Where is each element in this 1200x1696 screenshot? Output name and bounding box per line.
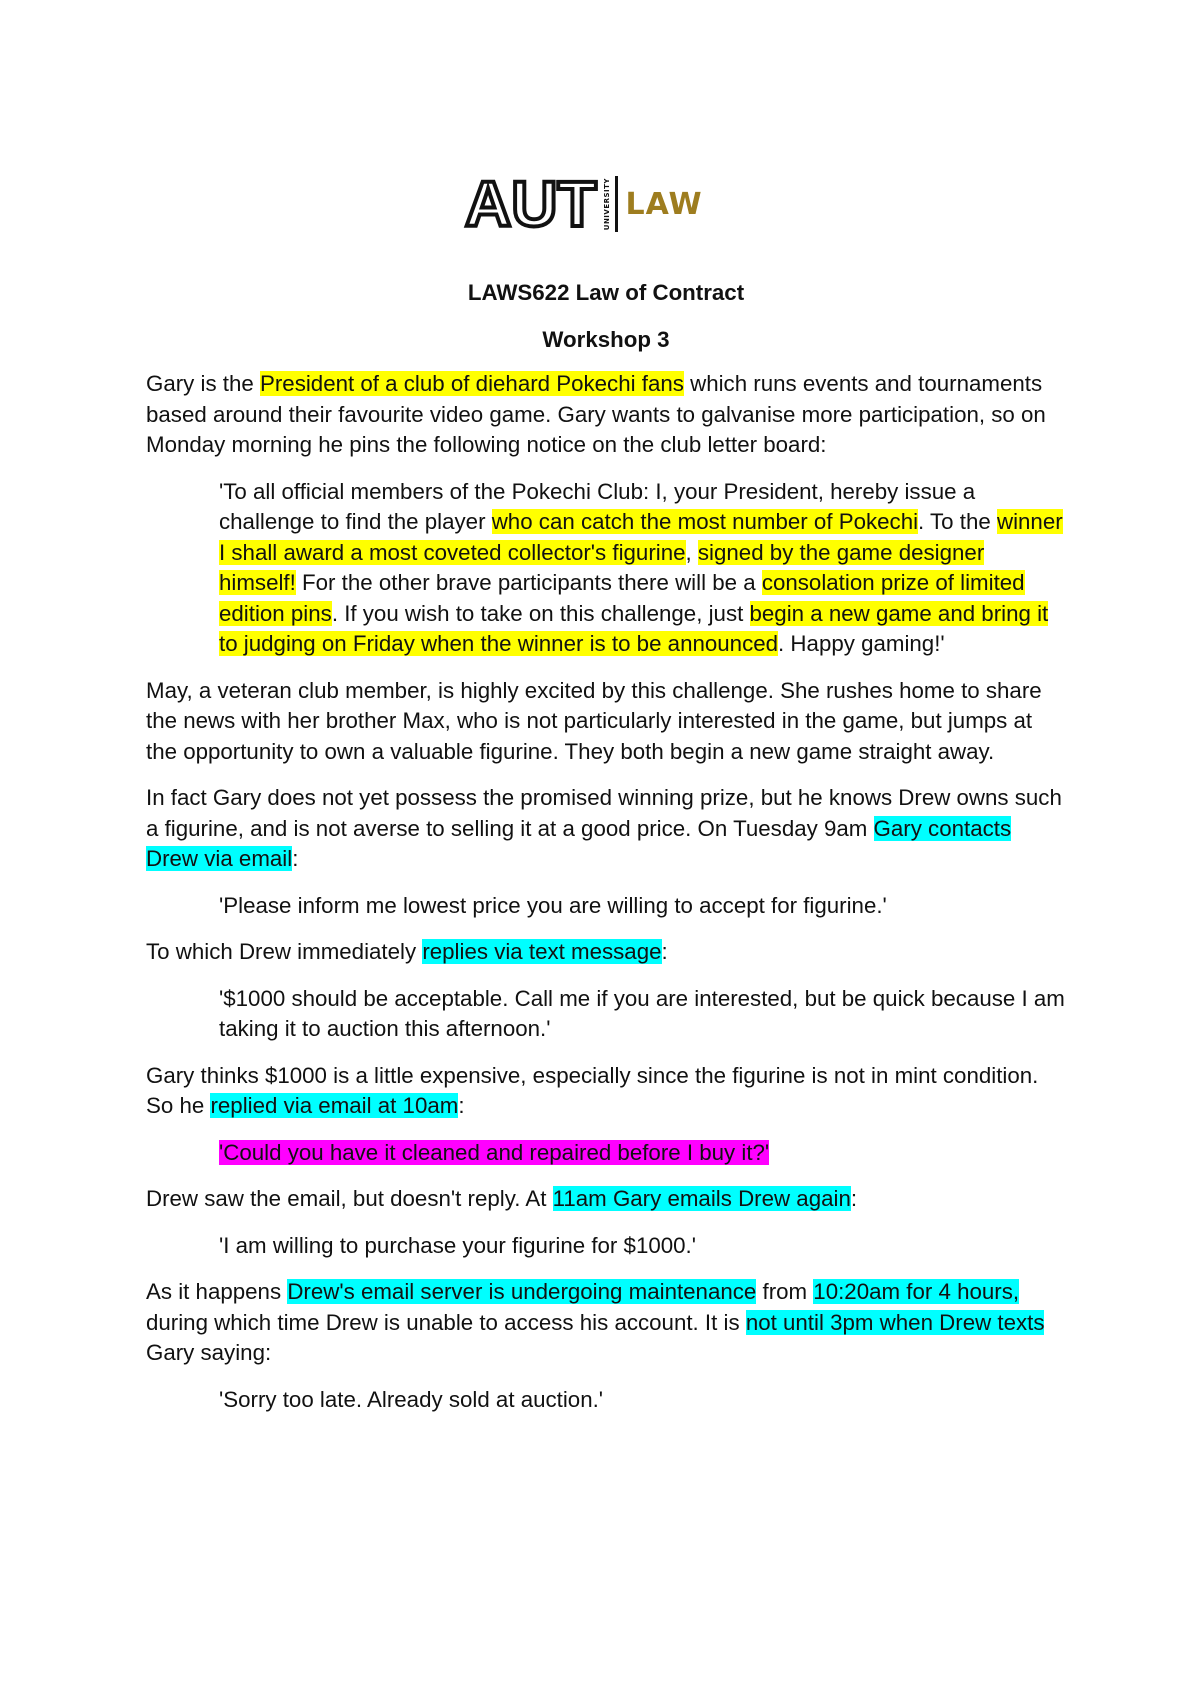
text: . Happy gaming!': [778, 631, 945, 656]
highlight: 11am Gary emails Drew again: [552, 1186, 851, 1211]
document-title: LAWS622 Law of Contract: [467, 280, 745, 305]
text: . To the: [918, 509, 997, 534]
text: :: [458, 1093, 465, 1118]
text: ,: [685, 539, 698, 565]
highlight: President of a club of diehard Pokechi fans: [260, 371, 684, 396]
highlight: 'Could you have it cleaned and repaired before I buy it?': [219, 1139, 770, 1165]
paragraph-may: May, a veteran club member, is highly excited by this challenge. She rushes home to share the news with her brother Max, who is not particularly interested in the game, but jumps at the opportunity to own a valuable figurine. They both begin a new game straight away.: [146, 677, 1042, 764]
document-body: [146, 278, 1066, 1431]
paragraph-gary-drew: [146, 783, 1066, 875]
highlight: 10:20am for 4 hours,: [813, 1279, 1020, 1304]
logo-aut: AUT: [465, 168, 597, 240]
highlight: replies via text message: [422, 939, 662, 964]
highlight: begin a new game and bring it to judging on Friday when the winner is to be announced: [219, 600, 1049, 656]
text: Drew saw the email, but doesn't reply. At: [146, 1186, 553, 1211]
text: In fact Gary does not yet possess the promised winning prize, but he knows Drew owns such a figurine, and is not averse to selling it at a good price. On Tuesday 9am: [146, 785, 1062, 841]
quote-email-2: [219, 1138, 1066, 1169]
text: which runs events and tournaments based around their favourite video game. Gary wants to galvanise more participation, so on Monday morning he pins the following notice on the club letter board:: [146, 371, 1046, 457]
text: :: [661, 939, 668, 964]
quote-text-2: 'Sorry too late. Already sold at auction.': [219, 1386, 604, 1412]
paragraph-gary-thinks: [146, 1061, 1066, 1122]
quote-text-1: '$1000 should be acceptable. Call me if you are interested, but be quick because I am taking it to auction this afternoon.': [219, 985, 1065, 1041]
text: :: [292, 846, 299, 871]
text: Gary thinks $1000 is a little expensive, especially since the figurine is not in mint condition. So he: [146, 1062, 1039, 1118]
highlight: replied via email at 10am: [210, 1093, 459, 1118]
quote-email-3: 'I am willing to purchase your figurine for $1000.': [219, 1232, 696, 1258]
paragraph-drew-saw: [146, 1184, 1066, 1215]
text: Gary saying:: [146, 1340, 272, 1365]
highlight: Gary contacts Drew via email: [146, 815, 1012, 871]
logo-divider: [615, 176, 618, 232]
text: during which time Drew is unable to access his account. It is: [146, 1309, 746, 1335]
text: :: [850, 1186, 858, 1211]
highlight: not until 3pm when Drew texts: [745, 1309, 1045, 1335]
highlight: who can catch the most number of Pokechi: [491, 509, 919, 534]
notice-quote: [219, 477, 1066, 660]
highlight: winner I shall award a most coveted collector's figurine: [219, 509, 1063, 565]
logo-law: LAW: [625, 186, 703, 222]
highlight: consolation prize of limited edition pins: [219, 570, 1025, 626]
text: As it happens: [146, 1279, 288, 1304]
paragraph-intro: [146, 369, 1066, 461]
quote-email-1: 'Please inform me lowest price you are willing to accept for figurine.': [219, 892, 887, 918]
text: from: [756, 1279, 814, 1304]
text: For the other brave participants there will be a: [295, 570, 762, 595]
highlight: Drew's email server is undergoing maintenance: [287, 1279, 757, 1304]
aut-law-logo: [465, 168, 703, 240]
paragraph-reply: [146, 937, 1066, 968]
text: Gary is the: [146, 371, 260, 396]
highlight: signed by the game designer himself!: [219, 539, 985, 595]
paragraph-server: [146, 1277, 1066, 1369]
text: To which Drew immediately: [146, 939, 423, 964]
logo-university: UNIVERSITY: [602, 177, 611, 231]
text: . If you wish to take on this challenge, just: [331, 600, 750, 626]
document-subtitle: Workshop 3: [542, 326, 670, 352]
text: 'To all official members of the Pokechi Club: I, your President, hereby issue a challenge to find the player: [219, 478, 976, 534]
